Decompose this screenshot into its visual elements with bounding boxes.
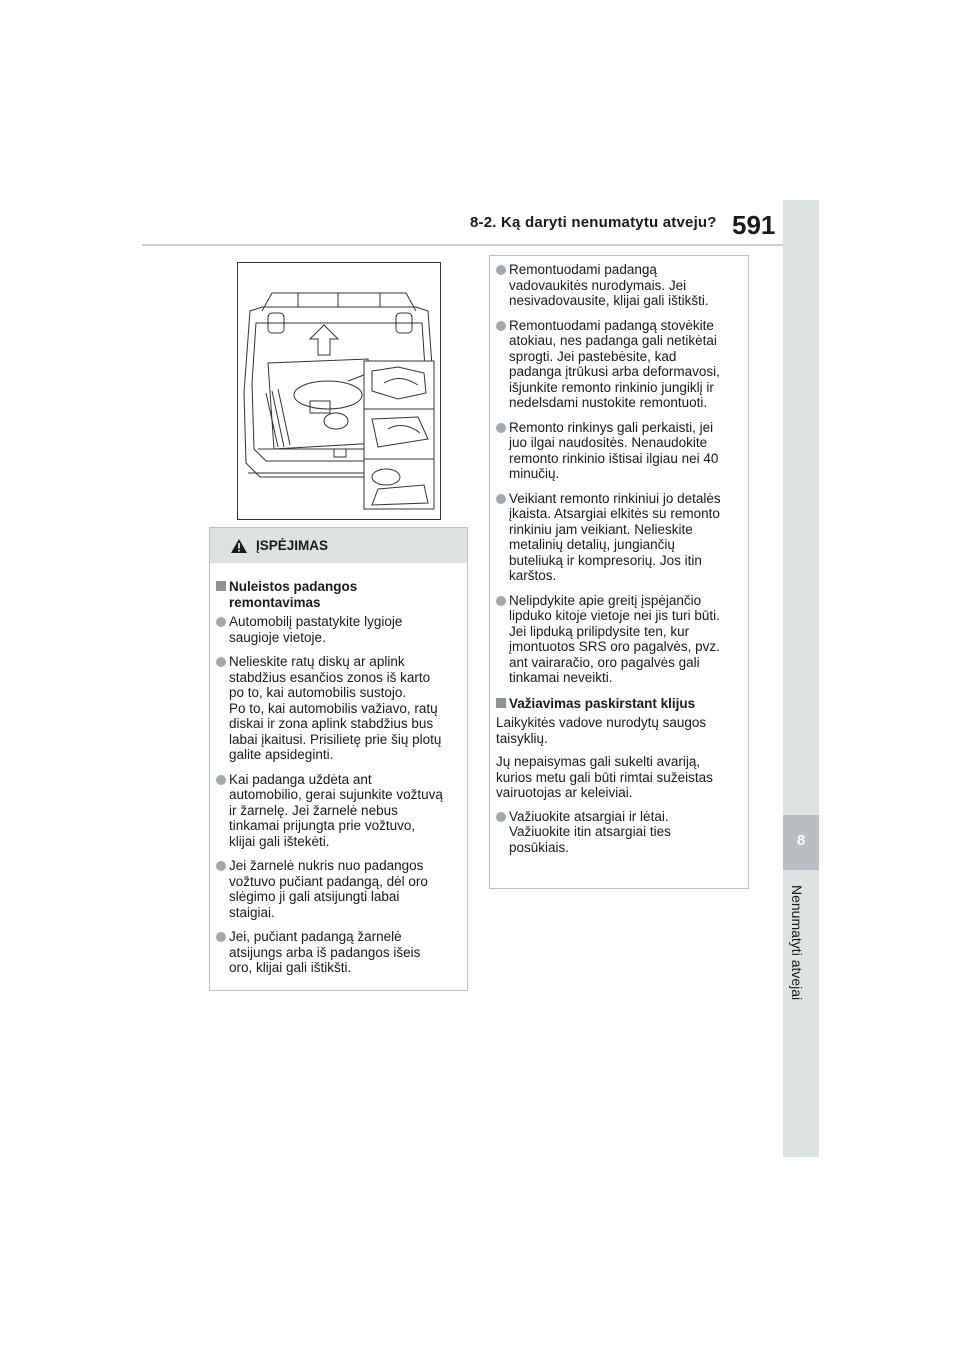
square-bullet-icon — [216, 581, 226, 591]
list-item — [496, 318, 740, 411]
chapter-side-tab — [783, 200, 819, 1157]
list-item — [216, 614, 459, 645]
list-item-text: Važiuokite atsargiai ir lėtai. Važiuokite itin atsargiai ties posūkiais. — [509, 808, 671, 855]
bullet-dot-icon — [216, 775, 226, 785]
bullet-dot-icon — [216, 861, 226, 871]
section-title-text: Nuleistos padangos remontavimas — [229, 579, 358, 610]
warning-section-title — [216, 579, 459, 610]
warning-label: ĮSPĖJIMAS — [256, 538, 329, 553]
list-item — [496, 593, 740, 686]
list-item-text: Nelieskite ratų diskų ar aplink stabdžius esančios zonos iš karto po to, kai automobilis sustojo. Po to, kai automobilis važiavo, ratų diskai ir zona aplink stabdžius bus labai įkaitusi. Prisilietę prie šių plotų galite apsideginti. — [229, 654, 442, 762]
header-divider — [142, 244, 783, 246]
chapter-number: 8 — [796, 832, 806, 849]
page-number: 591 — [732, 210, 776, 240]
bullet-dot-icon — [496, 494, 506, 504]
trunk-repair-kit-illustration — [237, 262, 441, 520]
warning-header — [210, 528, 467, 563]
list-item-text: Remontuodami padangą stovėkite atokiau, nes padanga gali netikėtai sprogti. Jei pastebėsite, kad padanga įtrūkusi arba deformavosi, išjunkite remonto rinkinio jungiklį ir nedelsdami nustokite remontuoti. — [509, 317, 720, 410]
list-item — [496, 809, 740, 856]
driving-section-title — [496, 696, 740, 712]
list-item — [216, 929, 459, 976]
bullet-dot-icon — [496, 812, 506, 822]
chapter-title: Nenumatyti atvejai — [789, 885, 805, 1001]
list-item-text: Kai padanga uždėta ant automobilio, gerai sujunkite vožtuvą ir žarnelę. Jei žarnelė nebus tinkamai prijungta prie vožtuvo, klijai gali ištekėti. — [229, 771, 443, 849]
continuation-content — [490, 256, 748, 855]
paragraph: Jų nepaisymas gali sukelti avariją, kurios metu gali būti rimtai sužeistas vairuotojas ar keleiviai. — [496, 754, 713, 800]
bullet-dot-icon — [496, 321, 506, 331]
bullet-dot-icon — [216, 932, 226, 942]
list-item-text: Nelipdykite apie greitį įspėjančio lipduko kitoje vietoje nei jis turi būti. Jei lipduką prilipdysite ten, kur įmontuotos SRS oro pagalvės, pvz. ant vairaračio, oro pagalvės gali tinkamai neveikti. — [509, 592, 720, 685]
warning-continuation-box — [489, 255, 749, 889]
paragraph: Laikykitės vadove nurodytų saugos taisyklių. — [496, 715, 707, 746]
warning-triangle-icon — [230, 538, 248, 554]
list-item-text: Remonto rinkinys gali perkaisti, jei juo ilgai naudositės. Nenaudokite remonto rinkinio ištisai ilgiau nei 40 minučių. — [509, 419, 719, 481]
list-item-text: Remontuodami padangą vadovaukitės nurodymais. Jei nesivadovausite, klijai gali ištikšti. — [509, 262, 709, 308]
list-item-text: Jei, pučiant padangą žarnelė atsijungs arba iš padangos išeis oro, klijai gali ištikšti. — [229, 929, 421, 975]
square-bullet-icon — [496, 698, 506, 708]
section-title-text: Važiavimas paskirstant klijus — [509, 695, 696, 711]
warning-content — [210, 563, 467, 976]
list-item — [496, 420, 740, 482]
list-item — [496, 491, 740, 584]
bullet-dot-icon — [496, 265, 506, 275]
list-item — [496, 262, 740, 309]
warning-box — [209, 527, 468, 991]
bullet-dot-icon — [216, 617, 226, 627]
list-item — [216, 654, 459, 763]
list-item-text: Jei žarnelė nukris nuo padangos vožtuvo pučiant padangą, dėl oro slėgimo ji gali atsijungti labai staigiai. — [229, 858, 428, 920]
bullet-dot-icon — [216, 657, 226, 667]
section-heading: 8-2. Ką daryti nenumatytu atveju? — [470, 214, 717, 231]
bullet-dot-icon — [496, 423, 506, 433]
list-item-text: Veikiant remonto rinkiniui jo detalės įkaista. Atsargiai elkitės su remonto rinkiniu jam veikiant. Nelieskite metalinių detalių, jungiančių buteliuką ir kompresorių. Jos itin karštos. — [509, 490, 721, 583]
list-item-text: Automobilį pastatykite lygioje saugioje vietoje. — [229, 614, 403, 645]
list-item — [216, 772, 459, 850]
list-item — [216, 858, 459, 920]
trunk-drawing — [238, 263, 440, 519]
bullet-dot-icon — [496, 596, 506, 606]
